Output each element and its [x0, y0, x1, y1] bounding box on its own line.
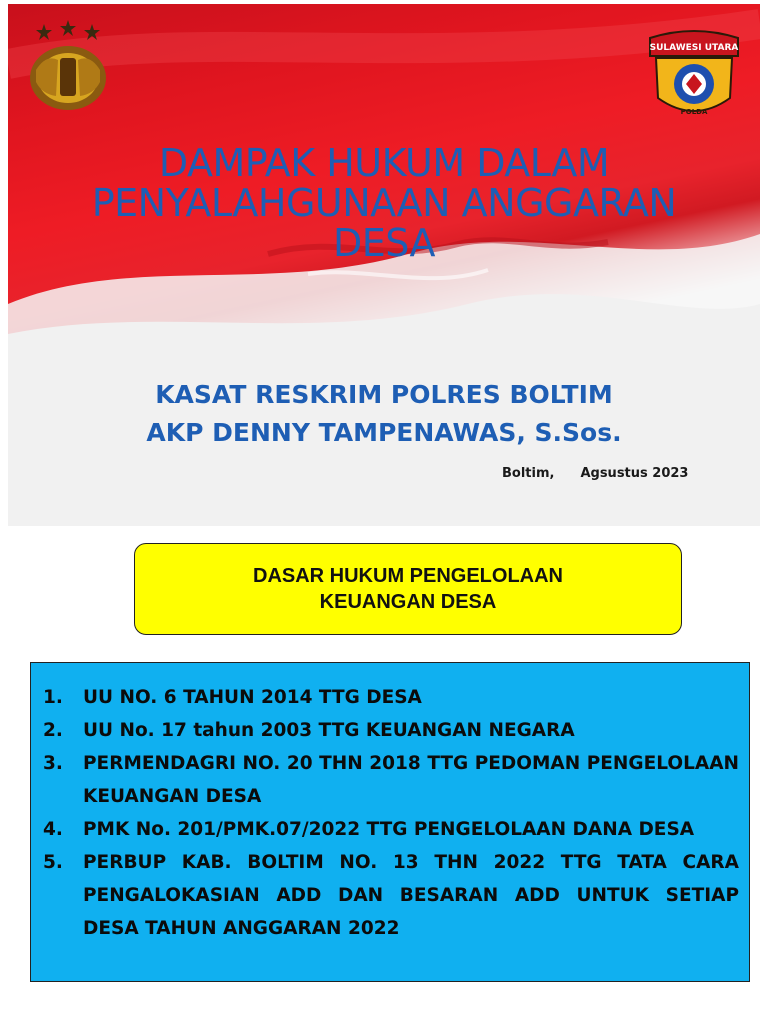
list-item-number: 3.: [43, 753, 63, 774]
list-item-number: 2.: [43, 720, 63, 741]
presenter-role: KASAT RESKRIM POLRES BOLTIM: [155, 380, 613, 409]
polda-sulut-logo-icon: [642, 28, 746, 124]
date-month: Agsustus 2023: [580, 466, 689, 481]
list-item-number: 4.: [43, 819, 63, 840]
list-item: [43, 681, 739, 714]
list-item-text: PERMENDAGRI NO. 20 THN 2018 TTG PEDOMAN PENGELOLAAN KEUANGAN DESA: [83, 753, 739, 807]
presenter-name: AKP DENNY TAMPENAWAS, S.Sos.: [146, 418, 622, 447]
list-item: [43, 813, 739, 846]
logo-right-caption: SULAWESI UTARA: [649, 43, 739, 53]
polri-emblem-icon: [22, 18, 114, 114]
list-item-text: PERBUP KAB. BOLTIM NO. 13 THN 2022 TTG TATA CARA PENGALOKASIAN ADD DAN BESARAN ADD UNTUK SETIAP DESA TAHUN ANGGARAN 2022: [83, 852, 739, 939]
title-slide: [8, 4, 760, 526]
logo-right-label: POLDA: [680, 108, 708, 116]
slide-title-line-1: DAMPAK HUKUM DALAM: [158, 141, 610, 185]
list-item-number: 5.: [43, 852, 63, 873]
list-item-text: UU NO. 6 TAHUN 2014 TTG DESA: [83, 687, 422, 708]
dasar-hukum-heading-line-2: KEUANGAN DESA: [319, 591, 497, 613]
date-line: [502, 466, 688, 481]
slide-title-line-2: PENYALAHGUNAAN ANGGARAN: [91, 180, 677, 225]
dasar-hukum-heading-line-1: DASAR HUKUM PENGELOLAAN: [253, 565, 563, 587]
list-item: [43, 714, 739, 747]
slide-title: [18, 141, 750, 265]
list-item: [43, 747, 739, 813]
slide-title-line-3: DESA: [332, 220, 436, 265]
legal-basis-list: [43, 681, 739, 945]
legal-basis-list-box: [30, 662, 750, 982]
dasar-hukum-heading-box: [134, 543, 682, 635]
presenter-block: [68, 376, 700, 452]
date-place: Boltim,: [502, 466, 555, 481]
list-item-text: PMK No. 201/PMK.07/2022 TTG PENGELOLAAN DANA DESA: [83, 819, 695, 840]
list-item-number: 1.: [43, 687, 63, 708]
list-item: [43, 846, 739, 945]
list-item-text: UU No. 17 tahun 2003 TTG KEUANGAN NEGARA: [83, 720, 575, 741]
